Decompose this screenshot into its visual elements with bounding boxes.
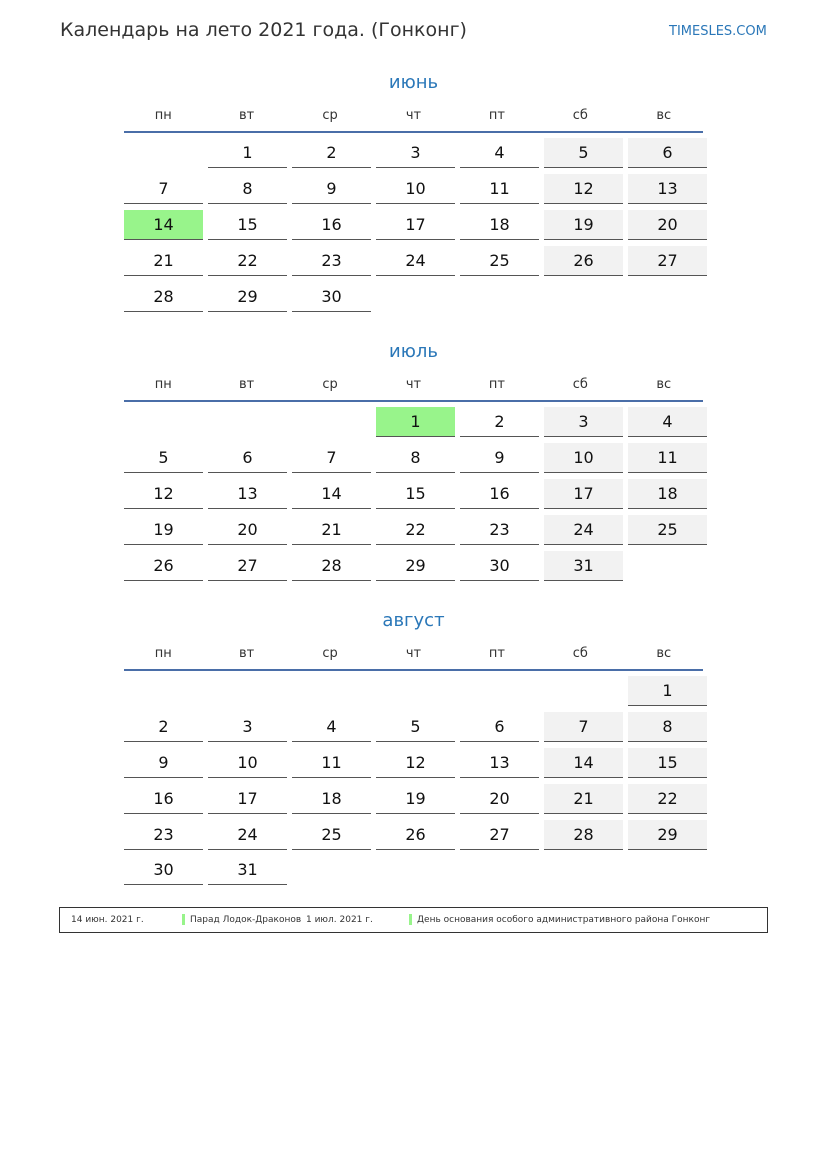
weekend-day-cell[interactable]: 13 bbox=[628, 174, 707, 204]
weekend-day-cell[interactable]: 26 bbox=[544, 246, 623, 276]
day-cell[interactable]: 9 bbox=[292, 174, 371, 204]
day-grid bbox=[124, 407, 703, 586]
weekend-day-cell[interactable]: 21 bbox=[544, 784, 623, 814]
weekday-label: чт bbox=[405, 646, 422, 661]
weekday-label: пт bbox=[488, 108, 505, 123]
weekday-header bbox=[124, 376, 703, 402]
weekday-label: вс bbox=[656, 377, 672, 392]
holiday-legend bbox=[59, 907, 768, 933]
weekday-label: вт bbox=[239, 108, 255, 123]
empty-cell bbox=[124, 676, 203, 706]
day-cell[interactable]: 8 bbox=[376, 443, 455, 473]
legend-date: 14 июн. 2021 г. bbox=[71, 915, 144, 925]
day-cell[interactable]: 26 bbox=[124, 551, 203, 581]
day-cell[interactable]: 28 bbox=[124, 282, 203, 312]
legend-holiday-name: Парад Лодок-Драконов bbox=[190, 915, 302, 925]
empty-cell bbox=[208, 407, 287, 437]
empty-cell bbox=[628, 282, 707, 312]
day-cell[interactable]: 26 bbox=[376, 820, 455, 850]
day-cell[interactable]: 22 bbox=[208, 246, 287, 276]
weekend-day-cell[interactable]: 27 bbox=[628, 246, 707, 276]
legend-holiday-marker bbox=[409, 914, 412, 925]
day-cell[interactable]: 5 bbox=[124, 443, 203, 473]
day-cell[interactable]: 7 bbox=[292, 443, 371, 473]
weekday-label: вт bbox=[239, 377, 255, 392]
empty-cell bbox=[376, 855, 455, 885]
empty-cell bbox=[628, 855, 707, 885]
weekday-label: ср bbox=[322, 646, 338, 661]
weekend-day-cell[interactable]: 3 bbox=[544, 407, 623, 437]
day-cell[interactable]: 4 bbox=[292, 712, 371, 742]
month-name: август bbox=[382, 610, 445, 631]
empty-cell bbox=[124, 407, 203, 437]
day-cell[interactable]: 31 bbox=[208, 855, 287, 885]
weekend-day-cell[interactable]: 6 bbox=[628, 138, 707, 168]
month-june bbox=[124, 71, 703, 317]
day-cell[interactable]: 13 bbox=[460, 748, 539, 778]
page-title: Календарь на лето 2021 года. (Гонконг) bbox=[60, 19, 467, 41]
weekday-label: пт bbox=[488, 377, 505, 392]
empty-cell bbox=[544, 282, 623, 312]
day-cell[interactable]: 19 bbox=[124, 515, 203, 545]
weekend-day-cell[interactable]: 14 bbox=[544, 748, 623, 778]
day-cell[interactable]: 3 bbox=[376, 138, 455, 168]
day-cell[interactable]: 4 bbox=[460, 138, 539, 168]
day-cell[interactable]: 6 bbox=[208, 443, 287, 473]
day-cell[interactable]: 27 bbox=[460, 820, 539, 850]
weekday-label: сб bbox=[572, 108, 588, 123]
day-cell[interactable]: 17 bbox=[208, 784, 287, 814]
day-cell[interactable]: 30 bbox=[292, 282, 371, 312]
day-cell[interactable]: 2 bbox=[292, 138, 371, 168]
day-cell[interactable]: 28 bbox=[292, 551, 371, 581]
weekend-day-cell[interactable]: 11 bbox=[628, 443, 707, 473]
day-cell[interactable]: 7 bbox=[124, 174, 203, 204]
weekday-header bbox=[124, 107, 703, 133]
day-cell[interactable]: 10 bbox=[376, 174, 455, 204]
weekend-day-cell[interactable]: 29 bbox=[628, 820, 707, 850]
day-cell[interactable]: 9 bbox=[124, 748, 203, 778]
day-cell[interactable]: 20 bbox=[208, 515, 287, 545]
empty-cell bbox=[376, 676, 455, 706]
weekend-day-cell[interactable]: 20 bbox=[628, 210, 707, 240]
day-cell[interactable]: 15 bbox=[208, 210, 287, 240]
weekday-label: ср bbox=[322, 108, 338, 123]
day-cell[interactable]: 22 bbox=[376, 515, 455, 545]
day-cell[interactable]: 21 bbox=[124, 246, 203, 276]
day-grid bbox=[124, 676, 703, 891]
weekend-day-cell[interactable]: 12 bbox=[544, 174, 623, 204]
weekday-label: пн bbox=[154, 646, 172, 661]
weekend-day-cell[interactable]: 8 bbox=[628, 712, 707, 742]
weekday-label: сб bbox=[572, 377, 588, 392]
weekday-label: пт bbox=[488, 646, 505, 661]
weekday-label: ср bbox=[322, 377, 338, 392]
day-cell[interactable]: 1 bbox=[208, 138, 287, 168]
day-cell[interactable]: 10 bbox=[208, 748, 287, 778]
holiday-day-cell[interactable]: 14 bbox=[124, 210, 203, 240]
day-cell[interactable]: 30 bbox=[124, 855, 203, 885]
day-cell[interactable]: 12 bbox=[376, 748, 455, 778]
day-cell[interactable]: 17 bbox=[376, 210, 455, 240]
weekday-label: вс bbox=[656, 646, 672, 661]
day-cell[interactable]: 11 bbox=[292, 748, 371, 778]
empty-cell bbox=[628, 551, 707, 581]
weekend-day-cell[interactable]: 4 bbox=[628, 407, 707, 437]
weekday-header bbox=[124, 645, 703, 671]
weekday-label: вс bbox=[656, 108, 672, 123]
day-cell[interactable]: 15 bbox=[376, 479, 455, 509]
day-cell[interactable]: 2 bbox=[124, 712, 203, 742]
weekend-day-cell[interactable]: 7 bbox=[544, 712, 623, 742]
day-cell[interactable]: 29 bbox=[208, 282, 287, 312]
day-cell[interactable]: 24 bbox=[376, 246, 455, 276]
weekend-day-cell[interactable]: 15 bbox=[628, 748, 707, 778]
empty-cell bbox=[544, 676, 623, 706]
day-cell[interactable]: 14 bbox=[292, 479, 371, 509]
day-cell[interactable]: 5 bbox=[376, 712, 455, 742]
day-cell[interactable]: 6 bbox=[460, 712, 539, 742]
legend-date: 1 июл. 2021 г. bbox=[306, 915, 373, 925]
day-cell[interactable]: 2 bbox=[460, 407, 539, 437]
weekday-label: сб bbox=[572, 646, 588, 661]
day-cell[interactable]: 16 bbox=[124, 784, 203, 814]
weekend-day-cell[interactable]: 5 bbox=[544, 138, 623, 168]
day-cell[interactable]: 23 bbox=[124, 820, 203, 850]
day-cell[interactable]: 25 bbox=[460, 246, 539, 276]
day-cell[interactable]: 8 bbox=[208, 174, 287, 204]
holiday-day-cell[interactable]: 1 bbox=[376, 407, 455, 437]
weekend-day-cell[interactable]: 18 bbox=[628, 479, 707, 509]
day-cell[interactable]: 16 bbox=[292, 210, 371, 240]
month-july bbox=[124, 340, 703, 586]
day-cell[interactable]: 19 bbox=[376, 784, 455, 814]
day-cell[interactable]: 27 bbox=[208, 551, 287, 581]
month-name: июль bbox=[389, 341, 438, 362]
day-cell[interactable]: 20 bbox=[460, 784, 539, 814]
day-cell[interactable]: 11 bbox=[460, 174, 539, 204]
weekend-day-cell[interactable]: 19 bbox=[544, 210, 623, 240]
weekday-label: чт bbox=[405, 377, 422, 392]
weekend-day-cell[interactable]: 24 bbox=[544, 515, 623, 545]
day-cell[interactable]: 29 bbox=[376, 551, 455, 581]
empty-cell bbox=[208, 676, 287, 706]
empty-cell bbox=[460, 282, 539, 312]
empty-cell bbox=[292, 855, 371, 885]
weekday-label: пн bbox=[154, 108, 172, 123]
empty-cell bbox=[544, 855, 623, 885]
day-cell[interactable]: 18 bbox=[460, 210, 539, 240]
month-august bbox=[124, 609, 703, 891]
day-cell[interactable]: 25 bbox=[292, 820, 371, 850]
weekend-day-cell[interactable]: 10 bbox=[544, 443, 623, 473]
day-cell[interactable]: 16 bbox=[460, 479, 539, 509]
empty-cell bbox=[460, 676, 539, 706]
weekday-label: вт bbox=[239, 646, 255, 661]
weekday-label: пн bbox=[154, 377, 172, 392]
empty-cell bbox=[292, 407, 371, 437]
day-cell[interactable]: 13 bbox=[208, 479, 287, 509]
day-cell[interactable]: 18 bbox=[292, 784, 371, 814]
day-cell[interactable]: 3 bbox=[208, 712, 287, 742]
weekend-day-cell[interactable]: 28 bbox=[544, 820, 623, 850]
day-cell[interactable]: 9 bbox=[460, 443, 539, 473]
day-cell[interactable]: 23 bbox=[460, 515, 539, 545]
weekend-day-cell[interactable]: 22 bbox=[628, 784, 707, 814]
empty-cell bbox=[376, 282, 455, 312]
day-cell[interactable]: 23 bbox=[292, 246, 371, 276]
empty-cell bbox=[292, 676, 371, 706]
empty-cell bbox=[460, 855, 539, 885]
legend-holiday-name: День основания особого административного района Гонконг bbox=[417, 915, 711, 925]
day-cell[interactable]: 24 bbox=[208, 820, 287, 850]
weekday-label: чт bbox=[405, 108, 422, 123]
day-cell[interactable]: 21 bbox=[292, 515, 371, 545]
day-grid bbox=[124, 138, 703, 317]
weekend-day-cell[interactable]: 31 bbox=[544, 551, 623, 581]
day-cell[interactable]: 30 bbox=[460, 551, 539, 581]
empty-cell bbox=[124, 138, 203, 168]
day-cell[interactable]: 12 bbox=[124, 479, 203, 509]
month-name: июнь bbox=[388, 72, 439, 93]
weekend-day-cell[interactable]: 25 bbox=[628, 515, 707, 545]
site-link[interactable]: TIMESLES.COM bbox=[669, 24, 767, 39]
legend-holiday-marker bbox=[182, 914, 185, 925]
weekend-day-cell[interactable]: 1 bbox=[628, 676, 707, 706]
weekend-day-cell[interactable]: 17 bbox=[544, 479, 623, 509]
